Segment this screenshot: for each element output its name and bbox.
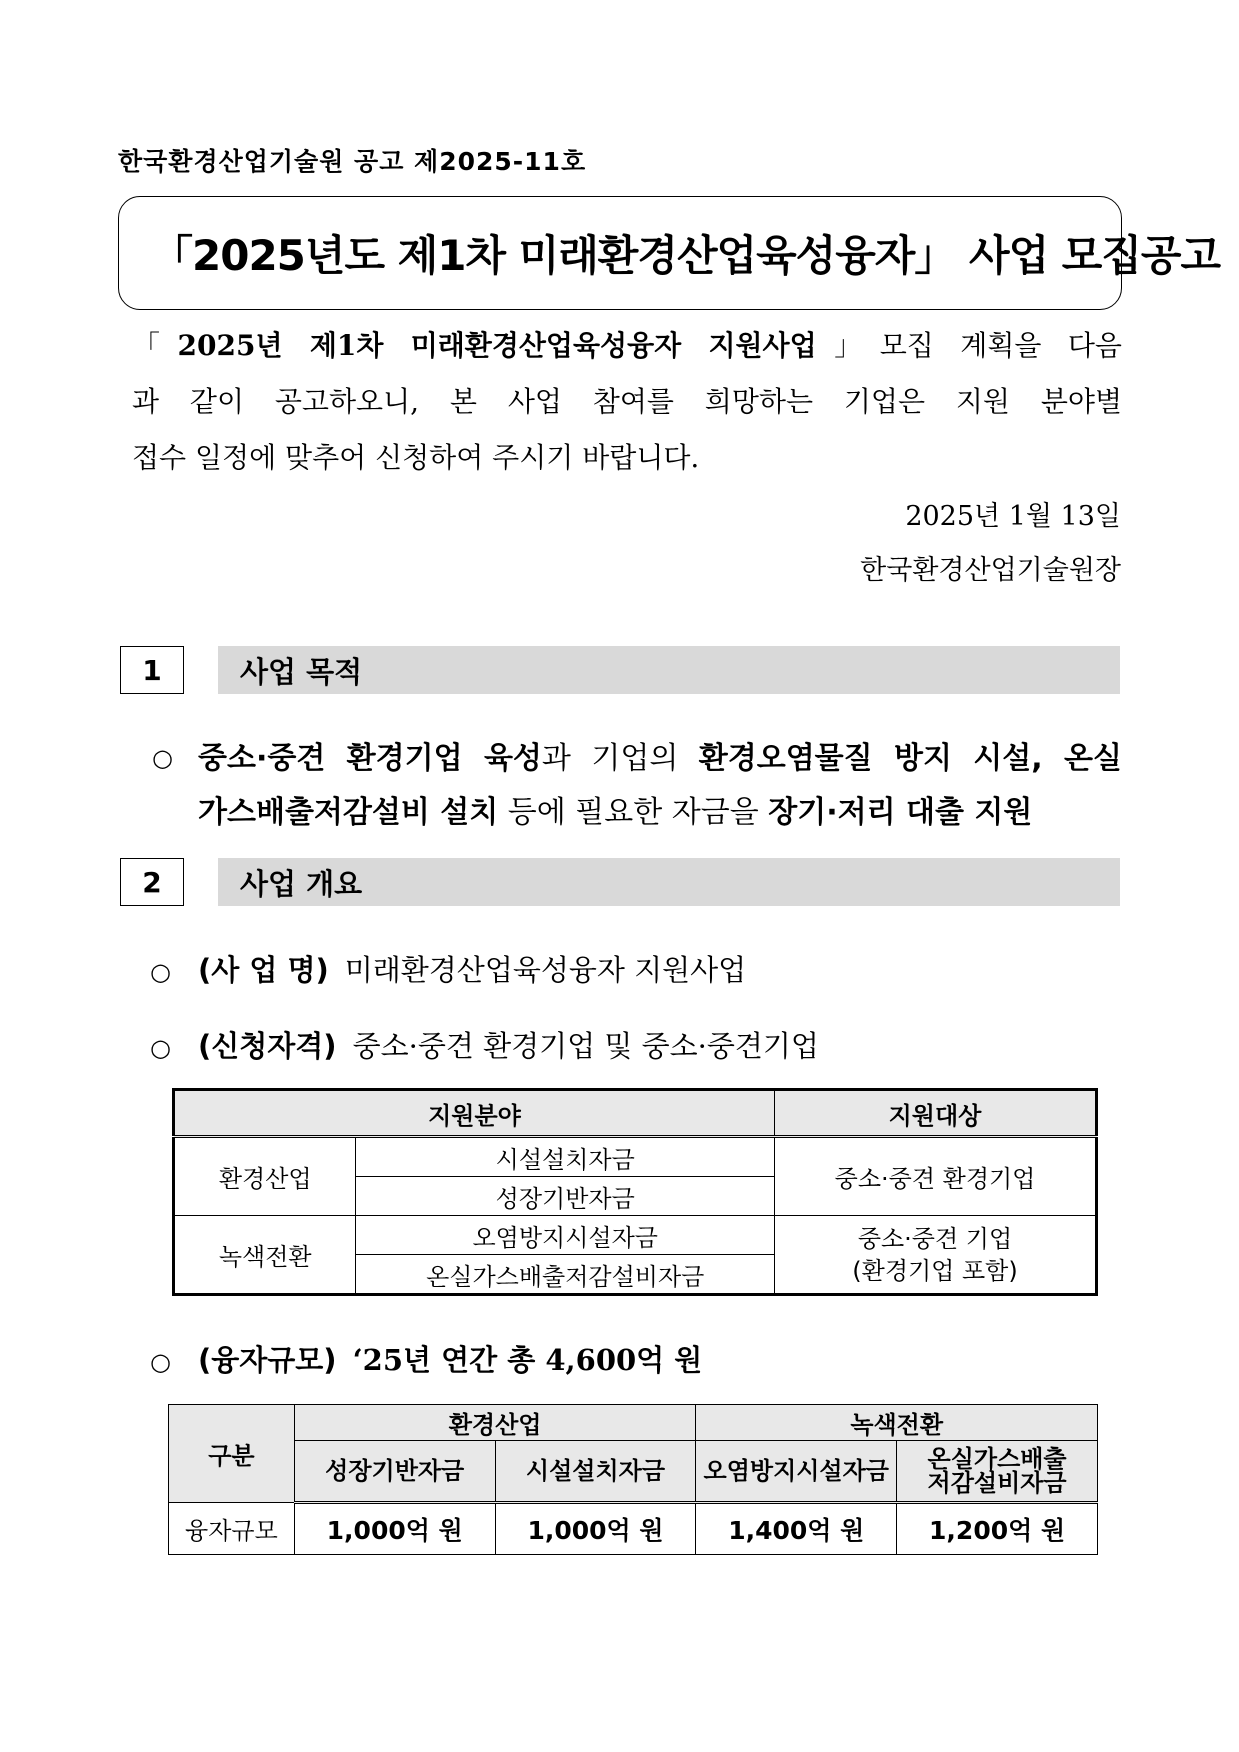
target-green-line-1: 중소·중견 기업 — [857, 1224, 1013, 1253]
program-name: 2025년 제1차 미래환경산업육성융자 지원사업 — [177, 329, 817, 362]
item-facility-fund: 시설설치자금 — [356, 1137, 775, 1177]
value-pollution-fund: 1,400억 원 — [696, 1503, 897, 1555]
intro-line-2: 과 같이 공고하오니, 본 사업 참여를 희망하는 기업은 지원 분야별 — [132, 385, 1122, 418]
bullet-icon: ○ — [152, 744, 173, 772]
purpose-text-1: 과 기업의 — [541, 741, 699, 776]
value-facility-fund: 1,000억 원 — [495, 1503, 696, 1555]
sub-growth-fund: 성장기반자금 — [294, 1441, 495, 1503]
bullet-icon: ○ — [150, 1034, 171, 1062]
purpose-line-2 — [198, 792, 1122, 834]
bullet-icon: ○ — [150, 958, 171, 986]
header-support-field: 지원분야 — [174, 1090, 775, 1137]
target-green-transition — [775, 1216, 1097, 1295]
group-env-industry: 환경산업 — [294, 1405, 696, 1441]
intro-line-3: 접수 일정에 맞추어 신청하여 주시기 바랍니다. — [132, 441, 700, 474]
col-category: 구분 — [169, 1405, 295, 1503]
eligibility-label: (신청자격) — [198, 1029, 337, 1063]
item-growth-fund: 성장기반자금 — [356, 1177, 775, 1216]
notice-date: 2025년 1월 13일 — [905, 501, 1121, 532]
section-2-number: 2 — [120, 858, 184, 906]
item-pollution-fund: 오염방지시설자금 — [356, 1216, 775, 1255]
section-1-number: 1 — [120, 646, 184, 694]
target-green-line-2: (환경기업 포함) — [852, 1256, 1018, 1285]
group-green-transition: 녹색전환 — [174, 1216, 356, 1295]
sub-pollution-fund: 오염방지시설자금 — [696, 1441, 897, 1503]
loan-scale-label: (융자규모) — [198, 1343, 337, 1377]
loan-scale-item — [150, 1338, 702, 1379]
group-green-transition: 녹색전환 — [696, 1405, 1098, 1441]
purpose-bold-2: 환경오염물질 방지 시설, 온실 — [698, 741, 1122, 776]
bracket-open: 「 — [132, 329, 178, 362]
page-title: 「2025년도 제1차 미래환경산업육성융자」 사업 모집공고 — [151, 231, 1221, 280]
purpose-line-1 — [198, 738, 1122, 780]
row-label-loan-scale: 융자규모 — [169, 1503, 295, 1555]
notice-number: 한국환경산업기술원 공고 제2025-11호 — [118, 147, 587, 176]
program-name-label: (사 업 명) — [198, 953, 329, 987]
title-box — [118, 196, 1221, 310]
bullet-icon: ○ — [150, 1348, 171, 1376]
value-ghg-fund: 1,200억 원 — [897, 1503, 1098, 1555]
sub-ghg-line-2: 저감설비자금 — [927, 1469, 1067, 1497]
purpose-bold-4: 장기·저리 대출 지원 — [768, 795, 1033, 830]
sub-ghg-fund — [897, 1441, 1098, 1503]
loan-scale-value: ‘25년 연간 총 4,600억 원 — [352, 1343, 703, 1377]
program-name-value: 미래환경산업육성융자 지원사업 — [344, 953, 747, 987]
sub-ghg-line-1: 온실가스배출 — [927, 1445, 1067, 1473]
purpose-text-2: 등에 필요한 자금을 — [498, 795, 769, 830]
section-1-title: 사업 목적 — [218, 646, 1120, 694]
loan-scale-table — [168, 1404, 1098, 1555]
purpose-bold-3: 가스배출저감설비 설치 — [198, 795, 499, 830]
header-support-target: 지원대상 — [775, 1090, 1097, 1137]
target-env-industry: 중소·중견 환경기업 — [775, 1137, 1097, 1216]
support-field-table — [172, 1088, 1098, 1296]
purpose-bold-1: 중소·중견 환경기업 육성 — [198, 741, 542, 776]
sub-facility-fund: 시설설치자금 — [495, 1441, 696, 1503]
eligibility-value: 중소·중견 환경기업 및 중소·중견기업 — [352, 1029, 819, 1063]
intro-line-1-rest: 」모집 계획을 다음 — [816, 329, 1122, 362]
eligibility-item — [150, 1024, 819, 1065]
item-ghg-fund: 온실가스배출저감설비자금 — [356, 1255, 775, 1295]
program-name-item — [150, 948, 746, 989]
intro-line-1 — [132, 326, 1122, 366]
group-env-industry: 환경산업 — [174, 1137, 356, 1216]
value-growth-fund: 1,000억 원 — [294, 1503, 495, 1555]
issuer: 한국환경산업기술원장 — [860, 555, 1121, 586]
section-2-title: 사업 개요 — [218, 858, 1120, 906]
